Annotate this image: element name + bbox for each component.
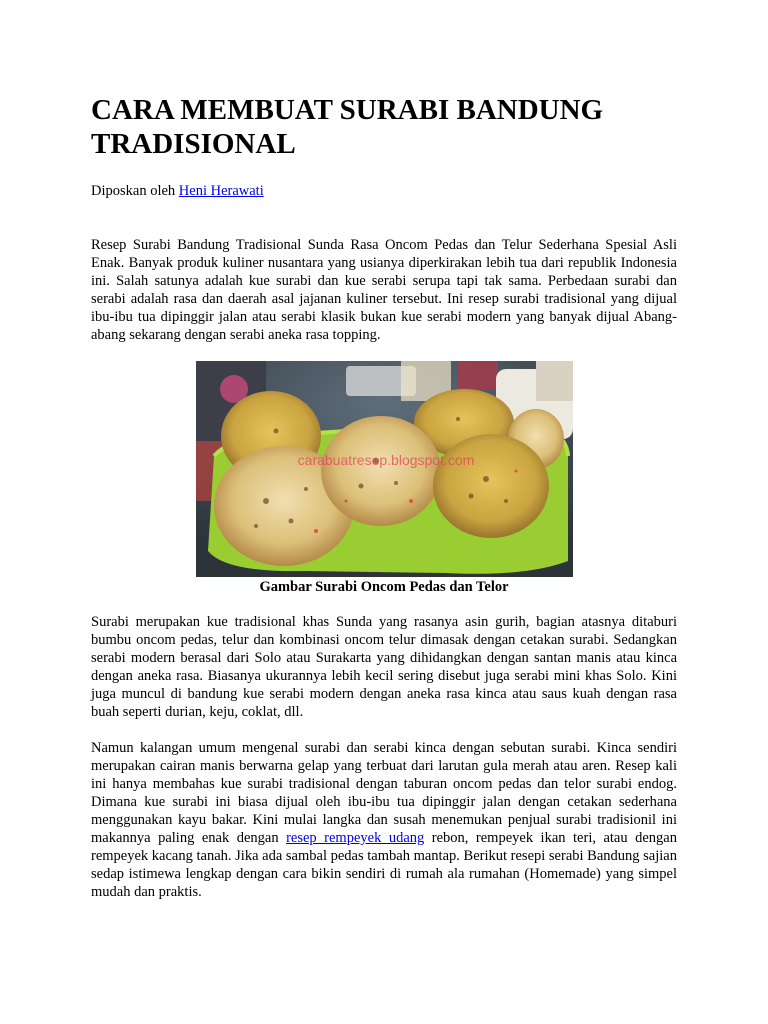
paragraph-3-text-b: rebon, rempeyek ikan teri, atau dengan rempeyek kacang tanah. Jika ada sambal pedas tambah mantap. Berikut resepi serabi Bandung sajian sedap istimewa lengkap dengan cara bikin sendiri di rumah ala rumahan (Homemade) yang simpel mudah dan praktis.	[91, 830, 677, 900]
paragraph-3	[91, 739, 677, 901]
paragraph-1: Resep Surabi Bandung Tradisional Sunda Rasa Oncom Pedas dan Telur Sederhana Spesial Asli Enak. Banyak produk kuliner nusantara yang usianya diperkirakan lebih tua dari republik Indonesia ini. Salah satunya adalah kue surabi dan kue serabi serupa tapi tak sama. Perbedaan surabi dan serabi adalah rasa dan daerah asal jajanan kuliner tersebut. Ini resep surabi tradisional yang dijual ibu-ibu tua dipinggir jalan atau serabi klasik bukan kue serabi modern yang banyak dijual Abang-abang sekarang dengan serabi aneka rasa topping.	[91, 237, 677, 343]
byline-prefix: Diposkan oleh	[91, 183, 179, 199]
article-title: CARA MEMBUAT SURABI BANDUNG TRADISIONAL	[91, 94, 604, 160]
photo-watermark: carabuatresep.blogspot.com	[297, 452, 474, 468]
paragraph-3-text-a: Namun kalangan umum mengenal surabi dan serabi kinca dengan sebutan surabi. Kinca sendiri merupakan cairan manis berwarna gelap yang terbuat dari larutan gula merah atau aren. Resep kali ini hanya membahas kue surabi tradisional dengan taburan oncom pedas dan telor surabi endog. Dimana kue surabi ini biasa dijual oleh ibu-ibu tua dipinggir jalan dengan cetakan sederhana menggunakan kayu bakar. Kini mulai langka dan susah menemukan penjual surabi tradisionil ini makannya paling enak dengan	[91, 740, 677, 846]
byline	[91, 182, 677, 200]
author-link[interactable]: Heni Herawati	[178, 183, 264, 199]
surabi-photo	[196, 361, 573, 577]
image-caption: Gambar Surabi Oncom Pedas dan Telor	[259, 579, 509, 595]
figure	[91, 361, 677, 596]
rempeyek-udang-link[interactable]: resep rempeyek udang	[286, 830, 425, 846]
article	[91, 93, 677, 901]
paragraph-2: Surabi merupakan kue tradisional khas Sunda yang rasanya asin gurih, bagian atasnya ditaburi bumbu oncom pedas, telur dan kombinasi oncom telur dimasak dengan cetakan surabi. Sedangkan serabi modern berasal dari Solo atau Surakarta yang dihidangkan dengan santan manis atau kinca dengan aneka rasa. Biasanya ukurannya lebih kecil sering disebut juga serabi mini khas Solo. Kini juga muncul di bandung kue serabi modern dengan aneka rasa kinca atau saus kuah dengan rasa buah seperti durian, keju, coklat, dll.	[91, 614, 677, 720]
